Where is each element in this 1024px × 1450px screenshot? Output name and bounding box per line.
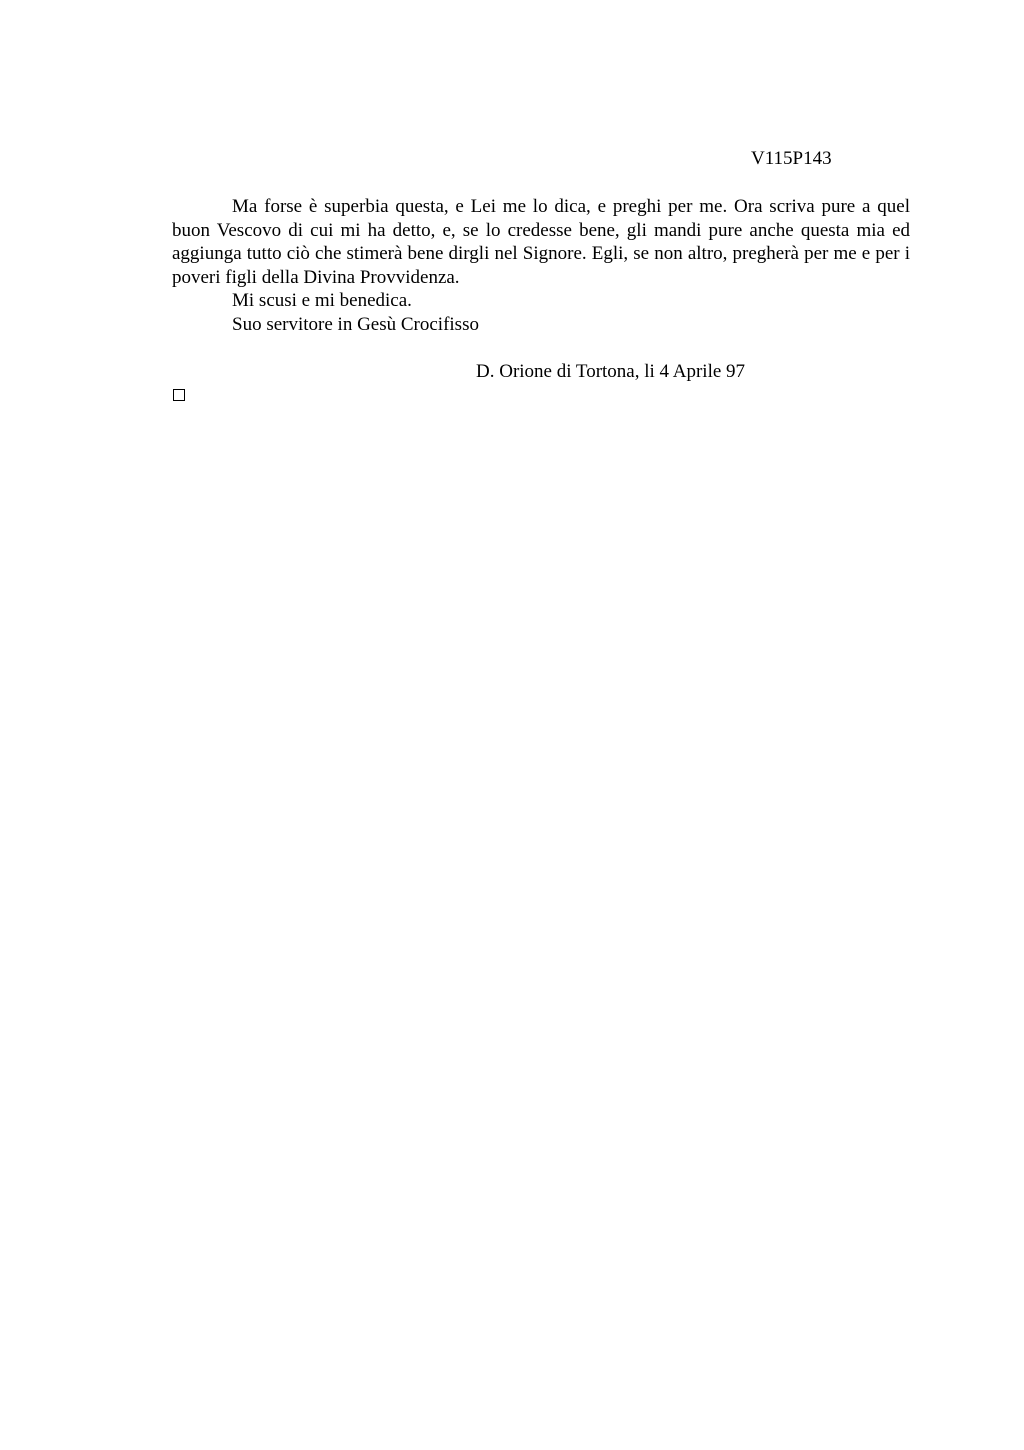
letter-body (172, 195, 910, 336)
closing-line-valediction: Suo servitore in Gesù Crocifisso (232, 313, 479, 335)
signature-line: D. Orione di Tortona, li 4 Aprile 97 (476, 361, 746, 382)
reference-code: V115P143 (751, 148, 832, 169)
body-paragraph: Ma forse è superbia questa, e Lei me lo dica, e preghi per me. Ora scriva pure a quel buon Vescovo di cui mi ha detto, e, se lo credesse bene, gli mandi pure anche questa mia ed aggiunga tutto ciò che stimerà bene dirgli nel Signore. Egli, se non altro, pregherà per me e per i poveri figli della Divina Provvidenza. (172, 196, 910, 288)
closing-line-apology: Mi scusi e mi benedica. (232, 290, 412, 311)
empty-square-icon (173, 389, 185, 401)
